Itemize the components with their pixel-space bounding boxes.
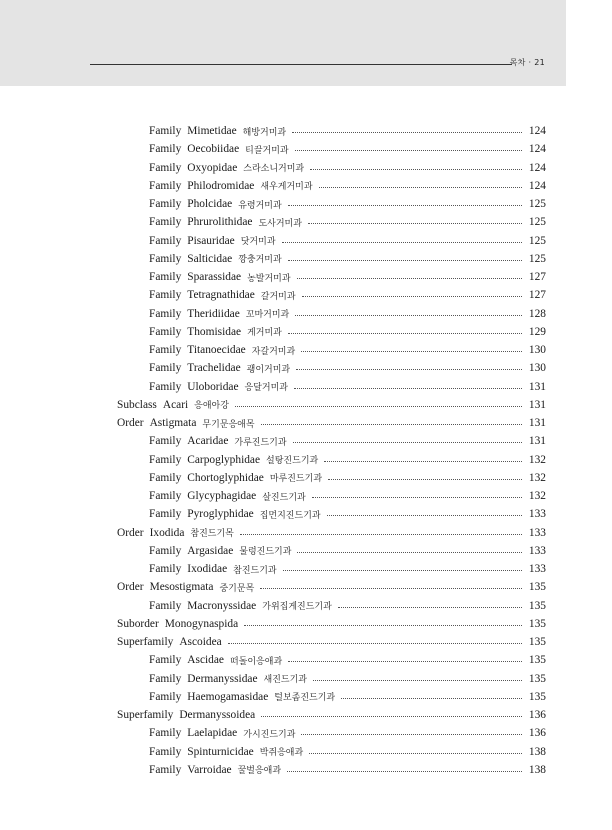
toc-entry-page-number: 132 <box>528 490 546 503</box>
dot-leader <box>341 697 522 699</box>
toc-entry-name: Dermanyssoidea <box>179 709 256 722</box>
toc-entry-rank: Family <box>149 161 182 174</box>
toc-entry-korean-name: 자갈거미과 <box>251 346 296 357</box>
toc-entry-korean-name: 괭이거미과 <box>246 364 291 375</box>
toc-entry-name: Phrurolithidae <box>187 216 253 229</box>
toc-entry-korean-name: 꼬마거미과 <box>245 310 290 321</box>
toc-entry-rank: Family <box>149 690 182 703</box>
toc-entry-korean-name: 참진드기목 <box>190 529 234 540</box>
toc-entry-name: Thomisidae <box>187 325 242 338</box>
dot-leader <box>261 423 522 425</box>
toc-entry-rank: Suborder <box>117 617 159 630</box>
toc-entry-korean-name: 떠돌이응애과 <box>229 656 283 667</box>
toc-entry-name: Acaridae <box>187 435 229 448</box>
dot-leader <box>288 204 522 206</box>
toc-entry-name: Ascoidea <box>179 636 222 649</box>
toc-entry-page-number: 135 <box>528 672 546 685</box>
toc-entry-korean-name: 물렁진드기과 <box>239 547 292 558</box>
toc-entry-rank: Superfamily <box>117 636 174 649</box>
toc-entry[interactable] <box>0 305 612 323</box>
toc-entry-korean-name: 박쥐응애과 <box>259 748 304 759</box>
toc-entry-korean-name: 깡충거미과 <box>238 255 282 266</box>
toc-entry-name: Laelapidae <box>187 727 238 740</box>
dot-leader <box>296 368 522 370</box>
toc-entry-korean-name: 응달거미과 <box>244 383 289 394</box>
toc-entry-korean-name: 새우게거미과 <box>260 182 313 193</box>
dot-leader <box>313 679 522 681</box>
toc-entry[interactable] <box>0 159 612 177</box>
toc-entry-rank: Family <box>149 289 182 302</box>
toc-entry[interactable] <box>0 396 612 414</box>
dot-leader <box>283 569 522 571</box>
toc-entry-rank: Family <box>149 453 182 466</box>
toc-entry-page-number: 124 <box>528 179 546 192</box>
toc-entry-rank: Family <box>149 508 182 521</box>
toc-entry-name: Glycyphagidae <box>187 490 257 503</box>
toc-entry-name: Ixodidae <box>187 563 228 576</box>
toc-entry-korean-name: 가시진드기과 <box>243 729 296 740</box>
toc-entry-name: Macronyssidae <box>187 599 257 612</box>
toc-entry-rank: Family <box>149 325 182 338</box>
toc-entry[interactable] <box>0 250 612 268</box>
toc-entry-rank: Subclass <box>117 398 157 411</box>
toc-entry-rank: Family <box>149 252 182 265</box>
toc-entry[interactable] <box>0 542 612 560</box>
toc-entry-rank: Family <box>149 490 182 503</box>
dot-leader <box>288 660 522 662</box>
dot-leader <box>324 460 522 462</box>
toc-entry-page-number: 135 <box>528 599 546 612</box>
toc-entry-rank: Family <box>149 380 182 393</box>
toc-entry-page-number: 138 <box>528 763 546 776</box>
toc-entry-rank: Order <box>117 581 144 594</box>
toc-entry[interactable] <box>0 213 612 231</box>
toc-entry-page-number: 130 <box>528 344 546 357</box>
toc-entry-page-number: 124 <box>528 143 546 156</box>
dot-leader <box>240 533 522 535</box>
toc-entry[interactable] <box>0 414 612 432</box>
table-of-contents <box>0 122 612 779</box>
toc-entry-name: Uloboridae <box>187 380 239 393</box>
toc-entry[interactable] <box>0 487 612 505</box>
dot-leader <box>301 733 522 735</box>
toc-entry-korean-name: 집먼지진드기과 <box>259 510 321 521</box>
dot-leader <box>338 606 522 608</box>
dot-leader <box>261 715 522 717</box>
toc-entry-name: Oecobiidae <box>187 143 240 156</box>
toc-entry[interactable] <box>0 195 612 213</box>
dot-leader <box>293 441 522 443</box>
toc-entry-rank: Order <box>117 526 144 539</box>
toc-entry-name: Trachelidae <box>187 362 241 375</box>
toc-entry[interactable] <box>0 122 612 140</box>
toc-entry-rank: Family <box>149 654 182 667</box>
toc-entry-page-number: 131 <box>528 380 546 393</box>
toc-entry-korean-name: 티끌거미과 <box>245 145 289 156</box>
toc-entry-rank: Family <box>149 745 182 758</box>
toc-entry-korean-name: 갈거미과 <box>260 291 296 302</box>
toc-entry[interactable] <box>0 743 612 761</box>
toc-entry[interactable] <box>0 232 612 250</box>
dot-leader <box>228 642 522 644</box>
dot-leader <box>310 168 522 170</box>
toc-entry-name: Ascidae <box>187 654 224 667</box>
toc-entry-name: Salticidae <box>187 252 233 265</box>
toc-entry-korean-name: 게거미과 <box>247 328 282 339</box>
toc-entry-page-number: 133 <box>528 563 546 576</box>
toc-entry-korean-name: 새진드기과 <box>263 675 307 686</box>
toc-entry-page-number: 124 <box>528 161 546 174</box>
toc-entry[interactable] <box>0 615 612 633</box>
toc-entry-name: Tetragnathidae <box>187 289 255 302</box>
dot-leader <box>287 770 522 772</box>
toc-entry[interactable] <box>0 651 612 669</box>
dot-leader <box>282 241 522 243</box>
toc-entry-korean-name: 도사거미과 <box>258 218 302 229</box>
toc-entry[interactable] <box>0 451 612 469</box>
toc-entry-rank: Family <box>149 125 182 138</box>
toc-entry-name: Sparassidae <box>187 271 242 284</box>
toc-entry[interactable] <box>0 670 612 688</box>
toc-entry-rank: Family <box>149 307 182 320</box>
toc-entry-korean-name: 중기문목 <box>219 583 255 594</box>
dot-leader <box>319 186 522 188</box>
running-header: 목차 · 21 <box>509 58 545 67</box>
dot-leader <box>301 350 522 352</box>
toc-entry-page-number: 130 <box>528 362 546 375</box>
toc-entry-name: Pisauridae <box>187 234 235 247</box>
toc-entry-page-number: 124 <box>528 125 546 138</box>
toc-entry[interactable] <box>0 688 612 706</box>
toc-entry-name: Pholcidae <box>187 198 233 211</box>
toc-entry[interactable] <box>0 597 612 615</box>
toc-entry-rank: Family <box>149 435 182 448</box>
toc-entry-rank: Family <box>149 362 182 375</box>
toc-entry-rank: Family <box>149 544 182 557</box>
toc-entry-korean-name: 살진드기과 <box>262 492 306 503</box>
toc-entry-page-number: 135 <box>528 690 546 703</box>
toc-entry-korean-name: 무기문응애목 <box>202 419 255 430</box>
toc-entry-name: Haemogamasidae <box>187 690 269 703</box>
toc-entry[interactable] <box>0 432 612 450</box>
toc-entry[interactable] <box>0 505 612 523</box>
toc-entry-korean-name: 농발거미과 <box>247 273 291 284</box>
toc-entry-name: Chortoglyphidae <box>187 471 264 484</box>
toc-entry[interactable] <box>0 633 612 651</box>
toc-entry-korean-name: 닷거미과 <box>240 237 276 248</box>
toc-entry-name: Carpoglyphidae <box>187 453 261 466</box>
toc-entry[interactable] <box>0 359 612 377</box>
toc-entry[interactable] <box>0 761 612 779</box>
dot-leader <box>297 277 522 279</box>
toc-entry-rank: Family <box>149 143 182 156</box>
toc-entry[interactable] <box>0 286 612 304</box>
toc-entry[interactable] <box>0 140 612 158</box>
dot-leader <box>260 587 522 589</box>
toc-entry-rank: Family <box>149 471 182 484</box>
toc-entry-rank: Order <box>117 417 144 430</box>
toc-entry[interactable] <box>0 177 612 195</box>
dot-leader <box>292 131 522 133</box>
toc-entry-page-number: 132 <box>528 453 546 466</box>
toc-entry-page-number: 132 <box>528 471 546 484</box>
toc-entry-page-number: 136 <box>528 727 546 740</box>
toc-entry-page-number: 133 <box>528 526 546 539</box>
dot-leader <box>295 314 522 316</box>
dot-leader <box>302 295 522 297</box>
toc-entry[interactable] <box>0 268 612 286</box>
toc-entry-name: Theridiidae <box>187 307 240 320</box>
dot-leader <box>288 259 522 261</box>
toc-entry-name: Mesostigmata <box>149 581 214 594</box>
toc-entry-rank: Family <box>149 271 182 284</box>
dot-leader <box>309 752 522 754</box>
toc-entry-rank: Superfamily <box>117 709 174 722</box>
toc-entry-page-number: 125 <box>528 234 546 247</box>
toc-entry[interactable] <box>0 524 612 542</box>
toc-entry[interactable] <box>0 560 612 578</box>
toc-entry-page-number: 129 <box>528 325 546 338</box>
toc-entry-rank: Family <box>149 198 182 211</box>
toc-entry-korean-name: 털보좀진드기과 <box>274 693 336 704</box>
toc-entry-name: Monogynaspida <box>164 617 239 630</box>
toc-entry-page-number: 135 <box>528 581 546 594</box>
toc-entry-korean-name: 꿀벌응애과 <box>237 766 282 777</box>
toc-entry[interactable] <box>0 341 612 359</box>
toc-entry-rank: Family <box>149 763 182 776</box>
toc-entry-rank: Family <box>149 672 182 685</box>
toc-entry-name: Philodromidae <box>187 179 255 192</box>
toc-entry[interactable] <box>0 578 612 596</box>
dot-leader <box>312 496 522 498</box>
dot-leader <box>294 387 522 389</box>
toc-entry-page-number: 133 <box>528 508 546 521</box>
toc-entry-korean-name: 해방거미과 <box>242 127 287 138</box>
toc-entry-korean-name: 마루진드기과 <box>269 474 323 485</box>
toc-entry-name: Oxyopidae <box>187 161 238 174</box>
toc-entry-rank: Family <box>149 599 182 612</box>
dot-leader <box>235 405 522 407</box>
toc-entry-name: Ixodida <box>149 526 185 539</box>
toc-entry-page-number: 127 <box>528 289 546 302</box>
toc-entry-name: Argasidae <box>187 544 234 557</box>
dot-leader <box>297 551 522 553</box>
toc-entry[interactable] <box>0 323 612 341</box>
toc-entry-page-number: 131 <box>528 417 546 430</box>
toc-entry-korean-name: 스라소니거미과 <box>243 164 305 175</box>
header-band <box>0 0 566 86</box>
toc-entry-rank: Family <box>149 727 182 740</box>
toc-entry[interactable] <box>0 378 612 396</box>
toc-entry-name: Pyroglyphidae <box>187 508 254 521</box>
toc-entry-name: Titanoecidae <box>187 344 246 357</box>
toc-entry-name: Mimetidae <box>187 125 237 138</box>
toc-entry-korean-name: 참진드기과 <box>233 565 277 576</box>
toc-entry-korean-name: 응애아강 <box>194 401 229 412</box>
toc-entry-page-number: 128 <box>528 307 546 320</box>
toc-entry-korean-name: 가루진드기과 <box>234 437 287 448</box>
toc-entry-page-number: 135 <box>528 654 546 667</box>
toc-entry-name: Varroidae <box>187 763 232 776</box>
toc-entry-page-number: 125 <box>528 252 546 265</box>
toc-entry-page-number: 127 <box>528 271 546 284</box>
dot-leader <box>288 332 522 334</box>
toc-entry[interactable] <box>0 706 612 724</box>
toc-entry-page-number: 131 <box>528 398 546 411</box>
toc-entry-korean-name: 가위집게진드기과 <box>262 602 332 613</box>
toc-entry-rank: Family <box>149 344 182 357</box>
dot-leader <box>295 149 522 151</box>
dot-leader <box>308 222 522 224</box>
header-rule <box>90 64 512 65</box>
toc-entry-korean-name: 유령거미과 <box>238 200 282 211</box>
toc-entry-name: Acari <box>162 398 189 411</box>
toc-entry[interactable] <box>0 724 612 742</box>
toc-entry-rank: Family <box>149 234 182 247</box>
toc-entry[interactable] <box>0 469 612 487</box>
toc-entry-page-number: 135 <box>528 636 546 649</box>
toc-entry-rank: Family <box>149 179 182 192</box>
toc-entry-page-number: 125 <box>528 198 546 211</box>
toc-entry-rank: Family <box>149 563 182 576</box>
dot-leader <box>244 624 522 626</box>
toc-entry-page-number: 133 <box>528 544 546 557</box>
toc-entry-korean-name: 설탕진드기과 <box>266 456 319 467</box>
toc-entry-name: Spinturnicidae <box>187 745 254 758</box>
toc-entry-page-number: 136 <box>528 709 546 722</box>
dot-leader <box>328 478 522 480</box>
toc-entry-rank: Family <box>149 216 182 229</box>
toc-entry-page-number: 125 <box>528 216 546 229</box>
toc-entry-page-number: 135 <box>528 617 546 630</box>
toc-entry-name: Dermanyssidae <box>187 672 258 685</box>
dot-leader <box>327 514 522 516</box>
toc-entry-page-number: 131 <box>528 435 546 448</box>
toc-entry-page-number: 138 <box>528 745 546 758</box>
toc-entry-name: Astigmata <box>149 417 197 430</box>
